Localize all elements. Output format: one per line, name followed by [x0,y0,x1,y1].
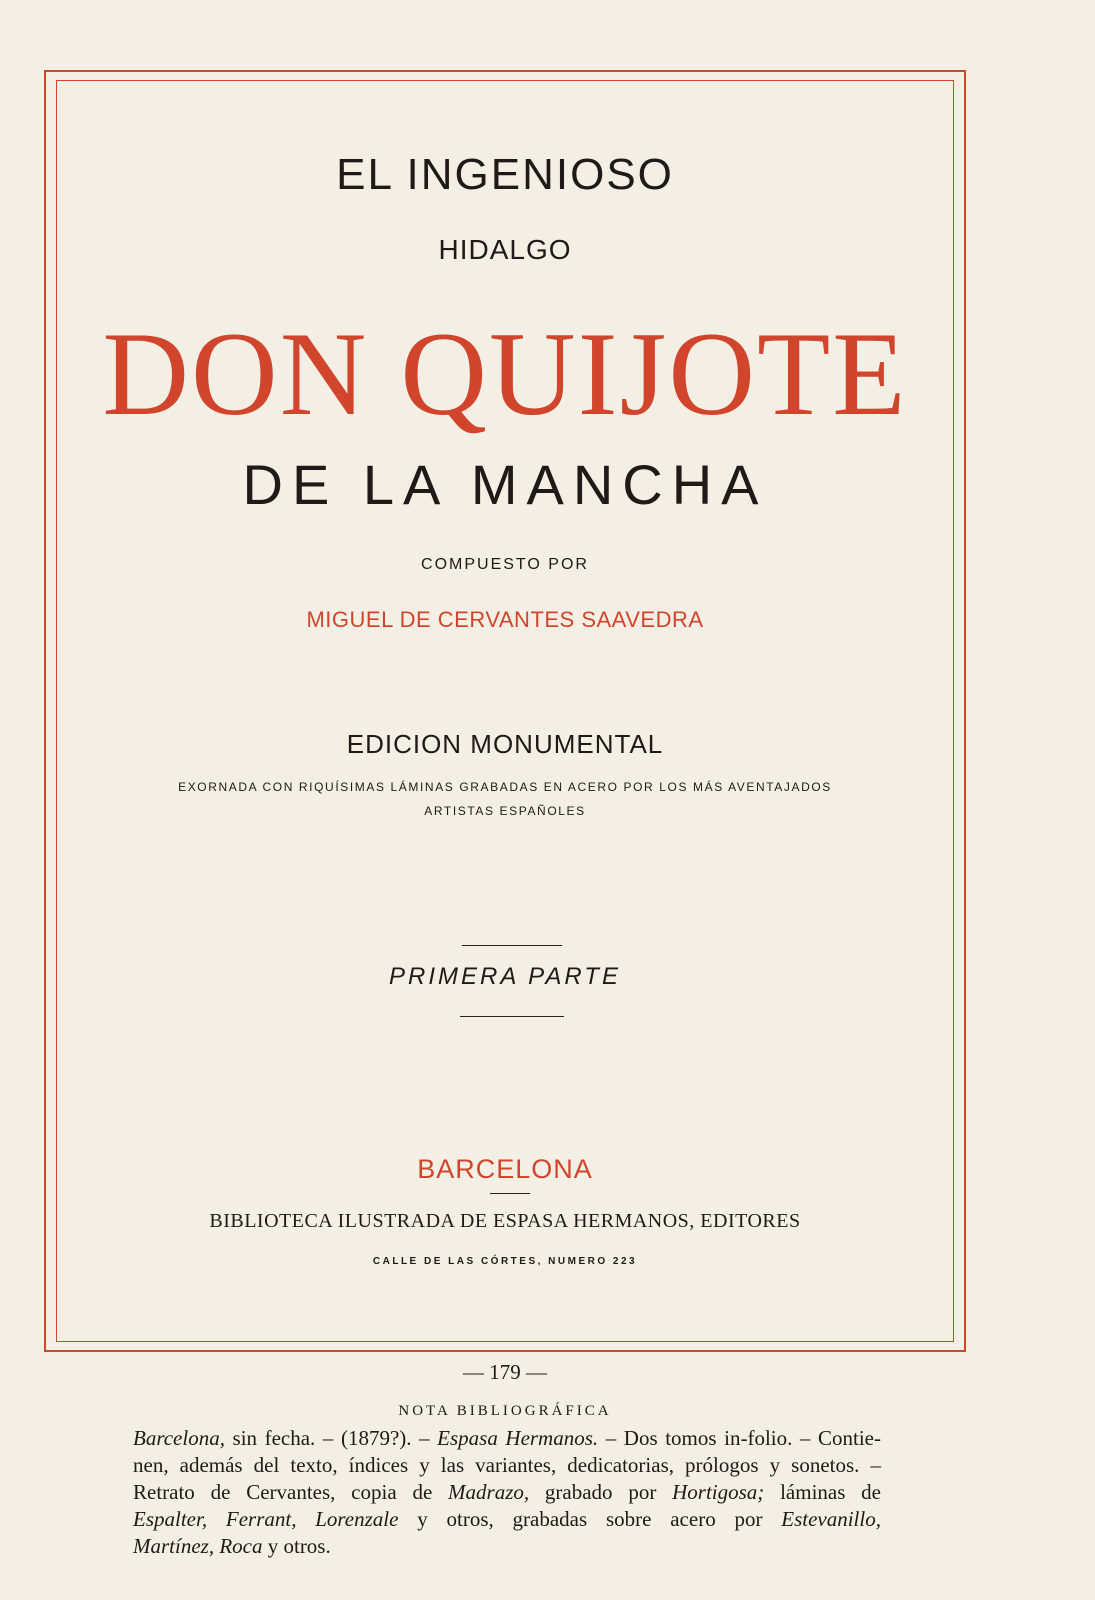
exornada-line-2: ARTISTAS ESPAÑOLES [424,804,586,818]
publisher-address: CALLE DE LAS CÓRTES, NUMERO 223 [372,1256,638,1267]
author-name: MIGUEL DE CERVANTES SAAVEDRA [306,607,704,632]
ornament-rule-top [462,945,562,946]
title-don-quijote: DON QUIJOTE [102,307,908,440]
nota-body [133,1425,881,1560]
nota-line-5: Martínez, Roca y otros. [133,1534,331,1558]
page-number: — 179 — [463,1360,547,1384]
inner-red-border [56,80,954,1342]
title-el-ingenioso: EL INGENIOSO [336,150,674,199]
title-hidalgo: HIDALGO [438,234,572,265]
edicion-monumental: EDICION MONUMENTAL [346,729,664,759]
compuesto-por: COMPUESTO POR [421,556,589,573]
nota-heading: NOTA BIBLIOGRÁFICA [398,1403,612,1419]
ornament-rule-bottom [460,1016,564,1017]
nota-line-4: Espalter, Ferrant, Lorenzale y otros, grabadas sobre acero por Estevanillo, [133,1507,881,1531]
exornada-line-1: EXORNADA CON RIQUÍSIMAS LÁMINAS GRABADAS EN ACERO POR LOS MÁS AVENTAJADOS [178,780,832,794]
city-underline-rule [490,1193,530,1194]
nota-line-1: Barcelona, sin fecha. – (1879?). – Espasa Hermanos. – Dos tomos in-folio. – Contie- [133,1426,881,1450]
nota-line-2: nen, además del texto, índices y las variantes, dedicatorias, prólogos y sonetos. – [133,1453,881,1477]
primera-parte: PRIMERA PARTE [389,963,621,990]
city-barcelona: BARCELONA [417,1154,593,1184]
publisher-line: BIBLIOTECA ILUSTRADA DE ESPASA HERMANOS, EDITORES [209,1210,801,1232]
nota-line-3: Retrato de Cervantes, copia de Madrazo, grabado por Hortigosa; láminas de [133,1480,881,1504]
title-de-la-mancha: DE LA MANCHA [242,453,768,516]
